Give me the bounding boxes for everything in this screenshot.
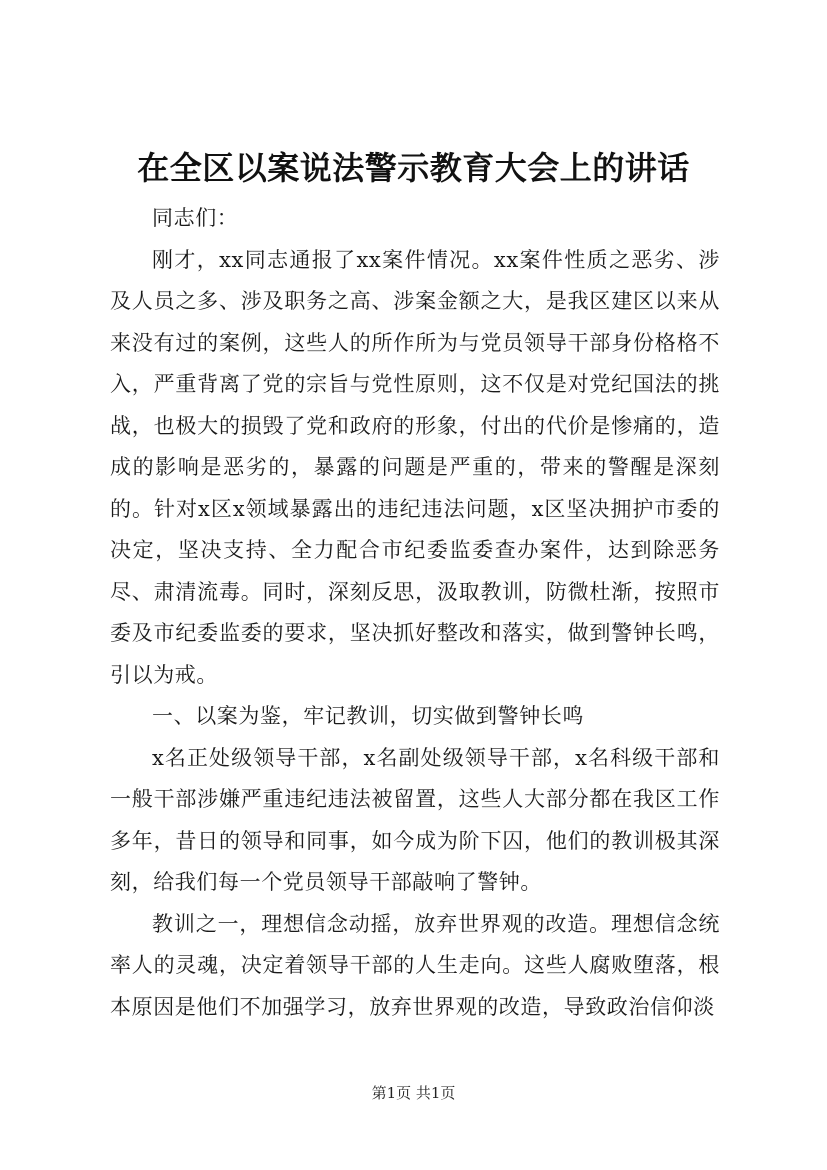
paragraph-cadres: x名正处级领导干部，x名副处级领导干部，x名科级干部和一般干部涉嫌严重违纪违法被留置，这些人大部分都在我区工作多年，昔日的领导和同事，如今成为阶下囚，他们的教训极其深刻，给我们每一个党员领导干部敲响了警钟。 [110,745,720,894]
document-title: 在全区以案说法警示教育大会上的讲话 [137,149,690,187]
paragraph-lesson-one: 教训之一，理想信念动摇，放弃世界观的改造。理想信念统率人的灵魂，决定着领导干部的人生走向。这些人腐败堕落，根本原因是他们不加强学习，放弃世界观的改造，导致政治信仰淡 [110,911,720,1019]
section-heading: 一、以案为鉴，牢记教训，切实做到警钟长鸣 [152,704,584,728]
document-body [110,198,720,1028]
salutation: 同志们： [152,206,239,230]
page-number-footer: 第1页 共1页 [371,1084,456,1102]
paragraph-intro: 刚才，xx同志通报了xx案件情况。xx案件性质之恶劣、涉及人员之多、涉及职务之高、涉案金额之大，是我区建区以来从来没有过的案例，这些人的所作所为与党员领导干部身份格格不入，严重背离了党的宗旨与党性原则，这不仅是对党纪国法的挑战，也极大的损毁了党和政府的形象，付出的代价是惨痛的，造成的影响是恶劣的，暴露的问题是严重的，带来的警醒是深刻的。针对x区x领域暴露出的违纪违法问题，x区坚决拥护市委的决定，坚决支持、全力配合市纪委监委查办案件，达到除恶务尽、肃清流毒。同时，深刻反思，汲取教训，防微杜渐，按照市委及市纪委监委的要求，坚决抓好整改和落实，做到警钟长鸣，引以为戒。 [110,247,720,687]
